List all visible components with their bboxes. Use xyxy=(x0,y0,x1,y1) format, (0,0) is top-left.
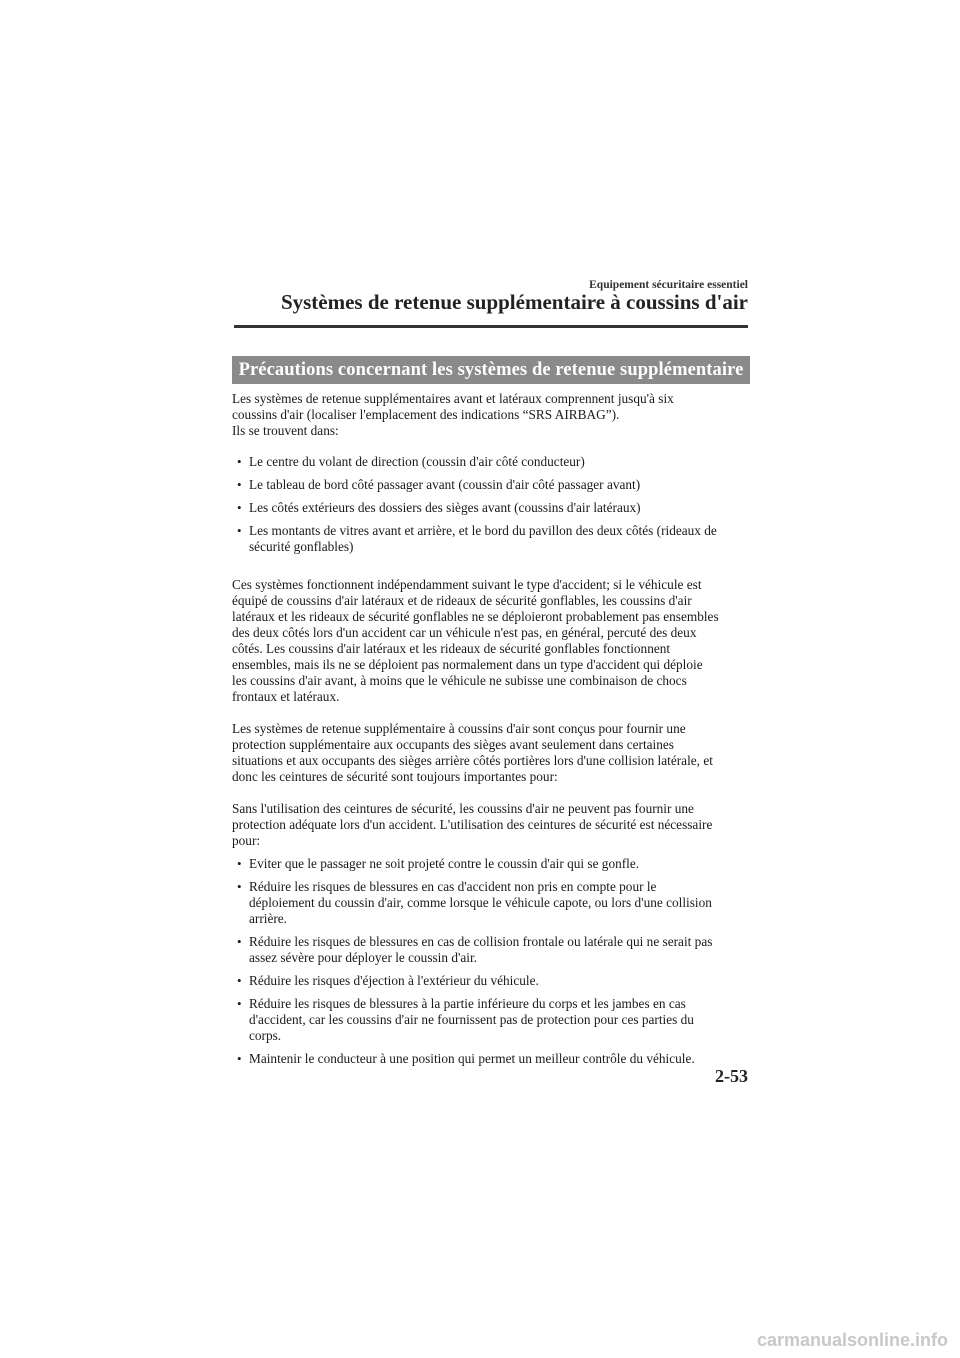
text-line: Ces systèmes fonctionnent indépendamment suivant le type d'accident; si le véhicule est xyxy=(232,577,702,592)
list-item xyxy=(232,1051,750,1067)
paragraph-seat-belts xyxy=(232,801,750,849)
list-item xyxy=(232,454,750,470)
list-item xyxy=(232,856,750,872)
reasons-list xyxy=(232,856,750,1067)
list-item-line: arrière. xyxy=(249,911,288,926)
text-line: Les systèmes de retenue supplémentaires avant et latéraux comprennent jusqu'à six xyxy=(232,391,674,406)
list-item-line: Réduire les risques de blessures en cas de collision frontale ou latérale qui ne serait pas xyxy=(249,934,713,949)
text-line: Les systèmes de retenue supplémentaire à coussins d'air sont conçus pour fournir une xyxy=(232,721,686,736)
list-item-line: assez sévère pour déployer le coussin d'air. xyxy=(249,950,477,965)
bullet-icon: • xyxy=(237,477,242,492)
bullet-icon: • xyxy=(237,996,242,1011)
text-line: côtés. Les coussins d'air latéraux et les rideaux de sécurité gonflables fonctionnent xyxy=(232,641,671,656)
text-line: coussins d'air (localiser l'emplacement des indications “SRS AIRBAG”). xyxy=(232,407,620,422)
text-line: les coussins d'air avant, à moins que le véhicule ne subisse une combinaison de chocs xyxy=(232,673,687,688)
paragraph-supplemental-protection xyxy=(232,721,750,785)
list-item xyxy=(232,477,750,493)
bullet-icon: • xyxy=(237,500,242,515)
locations-list xyxy=(232,454,750,555)
text-line: équipé de coussins d'air latéraux et de rideaux de sécurité gonflables, les coussins d'air xyxy=(232,593,692,608)
list-item-line: corps. xyxy=(249,1028,282,1043)
list-item-line: Le centre du volant de direction (coussin d'air côté conducteur) xyxy=(249,454,585,469)
list-item-line: Maintenir le conducteur à une position qui permet un meilleur contrôle du véhicule. xyxy=(249,1051,695,1066)
text-line: ensembles, mais ils ne se déploient pas normalement dans un type d'accident qui déploie xyxy=(232,657,703,672)
list-item-line: Les montants de vitres avant et arrière, et le bord du pavillon des deux côtés (rideaux de xyxy=(249,523,717,538)
list-item-line: Réduire les risques de blessures à la partie inférieure du corps et les jambes en cas xyxy=(249,996,686,1011)
list-item xyxy=(232,996,750,1044)
list-item xyxy=(232,879,750,927)
bullet-icon: • xyxy=(237,856,242,871)
list-item-line: Le tableau de bord côté passager avant (coussin d'air côté passager avant) xyxy=(249,477,641,492)
bullet-icon: • xyxy=(237,934,242,949)
page-content xyxy=(232,391,750,1074)
text-line: latéraux et les rideaux de sécurité gonflables ne se déploieront probablement pas ensembles xyxy=(232,609,719,624)
list-item-line: déploiement du coussin d'air, comme lorsque le véhicule capote, ou lors d'une collision xyxy=(249,895,712,910)
text-line: protection adéquate lors d'un accident. L'utilisation des ceintures de sécurité est nécessaire xyxy=(232,817,713,832)
bullet-icon: • xyxy=(237,454,242,469)
list-item-line: Eviter que le passager ne soit projeté contre le coussin d'air qui se gonfle. xyxy=(249,856,640,871)
text-line: situations et aux occupants des sièges arrière côtés portières lors d'une collision latérale, et xyxy=(232,753,713,768)
list-item xyxy=(232,500,750,516)
list-item xyxy=(232,973,750,989)
list-item-line: d'accident, car les coussins d'air ne fournissent pas de protection pour ces parties du xyxy=(249,1012,694,1027)
text-line: frontaux et latéraux. xyxy=(232,689,340,704)
text-line: pour: xyxy=(232,833,261,848)
list-item-line: Les côtés extérieurs des dossiers des sièges avant (coussins d'air latéraux) xyxy=(249,500,641,515)
text-line: Sans l'utilisation des ceintures de sécurité, les coussins d'air ne peuvent pas fournir une xyxy=(232,801,694,816)
list-item-line: sécurité gonflables) xyxy=(249,539,354,554)
section-title: Précautions concernant les systèmes de retenue supplémentaire xyxy=(232,356,750,384)
bullet-icon: • xyxy=(237,1051,242,1066)
list-item xyxy=(232,934,750,966)
page-number: 2-53 xyxy=(715,1066,748,1086)
intro-paragraph xyxy=(232,391,750,439)
bullet-icon: • xyxy=(237,879,242,894)
text-line: des deux côtés lors d'un accident car un véhicule n'est pas, en général, percuté des deux xyxy=(232,625,697,640)
list-item xyxy=(232,523,750,555)
text-line: donc les ceintures de sécurité sont toujours importantes pour: xyxy=(232,769,558,784)
section-label: Equipement sécuritaire essentiel xyxy=(589,279,748,291)
list-item-line: Réduire les risques d'éjection à l'extérieur du véhicule. xyxy=(249,973,539,988)
paragraph-independent-systems xyxy=(232,577,750,705)
text-line: protection supplémentaire aux occupants des sièges avant seulement dans certaines xyxy=(232,737,674,752)
header-rule xyxy=(234,325,748,328)
watermark: carmanualsonline.info xyxy=(756,1330,948,1350)
bullet-icon: • xyxy=(237,973,242,988)
chapter-title: Systèmes de retenue supplémentaire à coussins d'air xyxy=(280,290,748,314)
list-item-line: Réduire les risques de blessures en cas d'accident non pris en compte pour le xyxy=(249,879,657,894)
text-line: Ils se trouvent dans: xyxy=(232,423,339,438)
bullet-icon: • xyxy=(237,523,242,538)
